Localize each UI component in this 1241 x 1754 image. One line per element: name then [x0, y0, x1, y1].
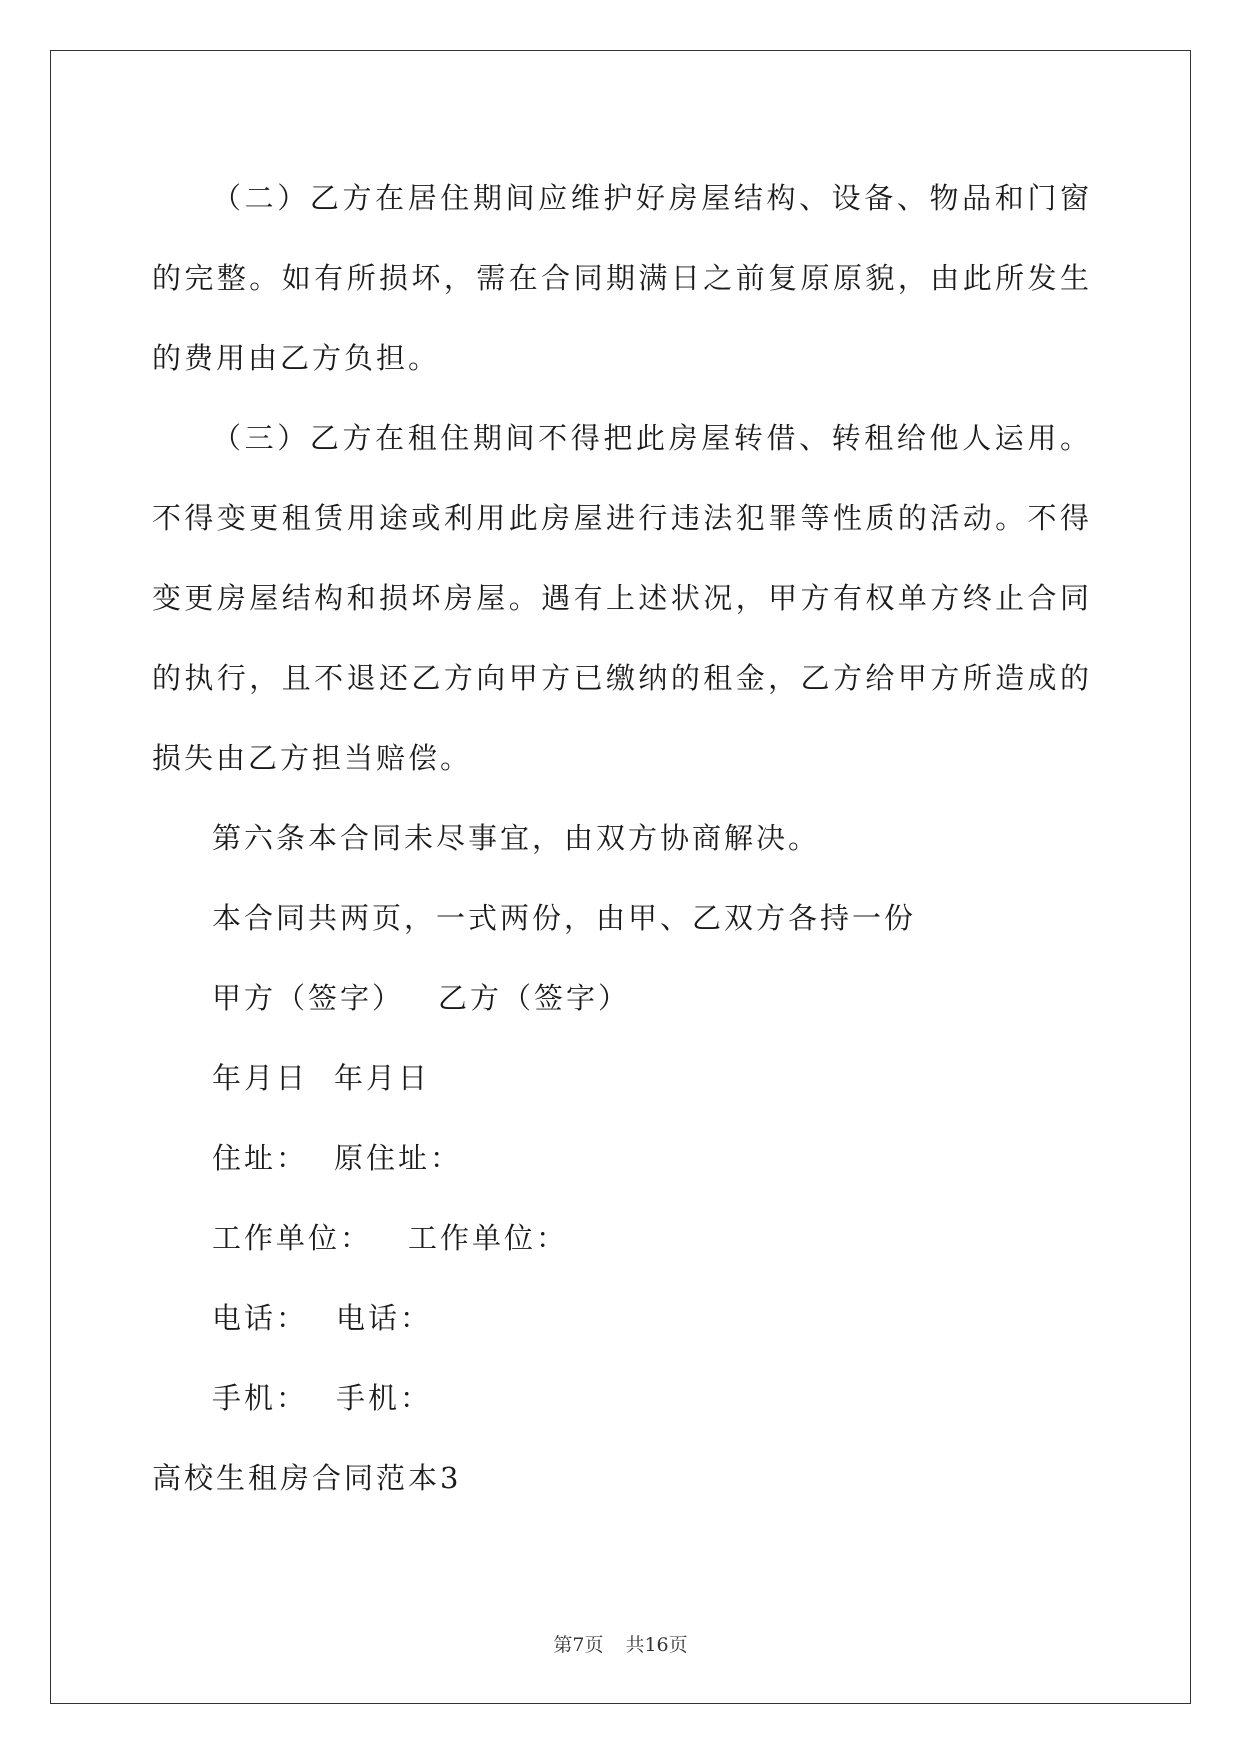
mobile-row [152, 1358, 1092, 1438]
address-row [152, 1118, 1092, 1198]
page-footer [0, 1630, 1241, 1657]
document-body [152, 158, 1092, 1518]
page-total: 共16页 [625, 1634, 688, 1656]
party-b-phone-label: 电话： [336, 1301, 433, 1335]
next-contract-title: 高校生租房合同范本3 [152, 1461, 462, 1495]
phone-row [152, 1278, 1092, 1358]
party-b-work-unit-label: 工作单位： [408, 1221, 569, 1255]
party-a-address-label: 住址： [212, 1141, 309, 1175]
date-row [152, 1038, 1092, 1118]
work-unit-row [152, 1198, 1092, 1278]
article-6-line: 第六条本合同未尽事宜，由双方协商解决。 [212, 821, 821, 855]
party-b-mobile-label: 手机： [336, 1381, 433, 1415]
clause-2-paragraph: （二）乙方在居住期间应维护好房屋结构、设备、物品和门窗的完整。如有所损坏，需在合同期满日之前复原原貌，由此所发生的费用由乙方负担。 [152, 181, 1092, 375]
party-b-address-label: 原住址： [334, 1141, 463, 1175]
copies-line: 本合同共两页，一式两份，由甲、乙双方各持一份 [212, 901, 917, 935]
signature-row [152, 958, 1092, 1038]
party-a-mobile-label: 手机： [212, 1381, 309, 1415]
party-a-work-unit-label: 工作单位： [212, 1221, 373, 1255]
party-b-signature-label: 乙方（签字） [438, 981, 631, 1015]
page-number: 第7页 [553, 1634, 604, 1656]
clause-3-paragraph: （三）乙方在租住期间不得把此房屋转借、转租给他人运用。不得变更租赁用途或利用此房屋进行违法犯罪等性质的活动。不得变更房屋结构和损坏房屋。遇有上述状况，甲方有权单方终止合同的执行，且不退还乙方向甲方已缴纳的租金，乙方给甲方所造成的损失由乙方担当赔偿。 [152, 421, 1092, 775]
party-a-date-label: 年月日 [212, 1061, 309, 1095]
party-a-phone-label: 电话： [212, 1301, 309, 1335]
party-b-date-label: 年月日 [334, 1061, 431, 1095]
party-a-signature-label: 甲方（签字） [212, 981, 405, 1015]
